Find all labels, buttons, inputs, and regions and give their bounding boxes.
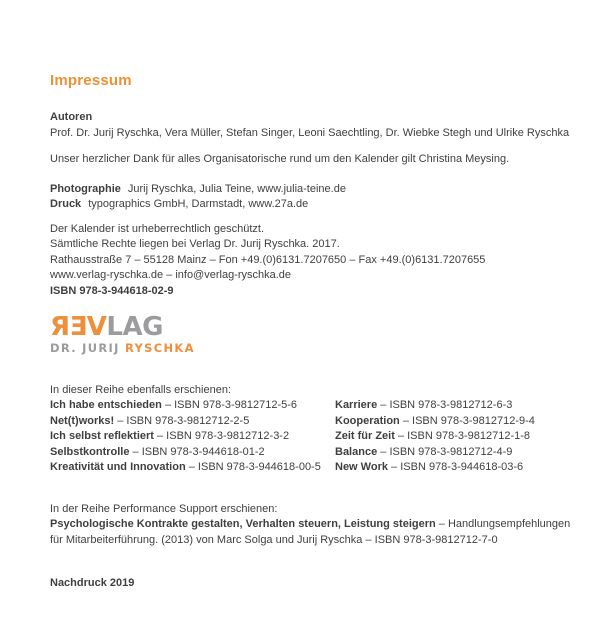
autoren-names: Prof. Dr. Jurij Ryschka, Vera Müller, Stefan Singer, Leoni Saechtling, Dr. Wiebke Stegh und Ulrike Ryschka [50,126,570,139]
page-title: Impressum [50,72,132,89]
series-column-left [50,398,335,476]
autoren-heading: Autoren [50,111,93,123]
list-item: Karriere – ISBN 978-3-9812712-6-3 [335,399,513,411]
verlag-logo-subtitle [50,341,562,357]
credits-paragraph [50,182,562,213]
logo-lag-letters: LAG [106,312,163,342]
series-section [50,383,562,476]
footer [50,576,562,592]
logo-sub-gray-text: DR. JURIJ [50,341,126,355]
logo-rev-letters: ЯƎV [50,312,107,342]
isbn-main: ISBN 978-3-944618-02-9 [50,284,174,297]
copyright-paragraph [50,222,562,300]
autoren-paragraph [50,110,570,141]
list-item: Kooperation – ISBN 978-3-9812712-9-4 [335,414,535,427]
performance-intro: In der Reihe Performance Support erschienen: [50,502,278,515]
list-item: Kreativität und Innovation – ISBN 978-3-944618-00-5 [50,461,321,473]
list-item: New Work – ISBN 978-3-944618-03-6 [335,461,524,473]
performance-line2: für Mitarbeiterführung. (2013) von Marc Solga und Jurij Ryschka – ISBN 978-3-9812712-7-0 [50,533,498,546]
copyright-line1: Der Kalender ist urheberrechtlich geschützt. [50,222,264,235]
performance-line1: Psychologische Kontrakte gestalten, Verhalten steuern, Leistung steigern – Handlungsempfehlungen [50,518,571,530]
photographie-label: Photographie [50,182,121,195]
copyright-line4: www.verlag-ryschka.de – info@verlag-ryschka.de [50,269,292,281]
series-column-right [335,398,562,476]
list-item: Ich selbst reflektiert – ISBN 978-3-9812712-3-2 [50,430,290,442]
performance-section [50,502,571,549]
copyright-line3: Rathausstraße 7 – 55128 Mainz – Fon +49.(0)6131.7207650 – Fax +49.(0)6131.7207655 [50,253,486,266]
nachdruck-note: Nachdruck 2019 [50,577,135,589]
list-item: Net(t)works! – ISBN 978-3-9812712-2-5 [50,414,250,427]
list-item: Zeit für Zeit – ISBN 978-3-9812712-1-8 [335,430,531,442]
thanks-line: Unser herzlicher Dank für alles Organisatorische rund um den Kalender gilt Christina Meysing. [50,153,510,165]
copyright-line2: Sämtliche Rechte liegen bei Verlag Dr. Jurij Ryschka. 2017. [50,238,340,250]
druck-value: typographics GmbH, Darmstadt, www.27a.de [88,198,309,210]
series-intro: In dieser Reihe ebenfalls erschienen: [50,383,232,396]
list-item: Selbstkontrolle – ISBN 978-3-944618-01-2 [50,445,265,458]
verlag-logo-wordmark [50,314,562,340]
logo-sub-orange-text: RYSCHKA [125,341,195,355]
list-item: Balance – ISBN 978-3-9812712-4-9 [335,445,513,458]
photographie-value: Jurij Ryschka, Julia Teine, www.julia-teine.de [127,182,346,195]
verlag-logo [50,314,562,357]
druck-label: Druck [50,198,82,210]
list-item: Ich habe entschieden – ISBN 978-3-9812712-5-6 [50,399,298,411]
